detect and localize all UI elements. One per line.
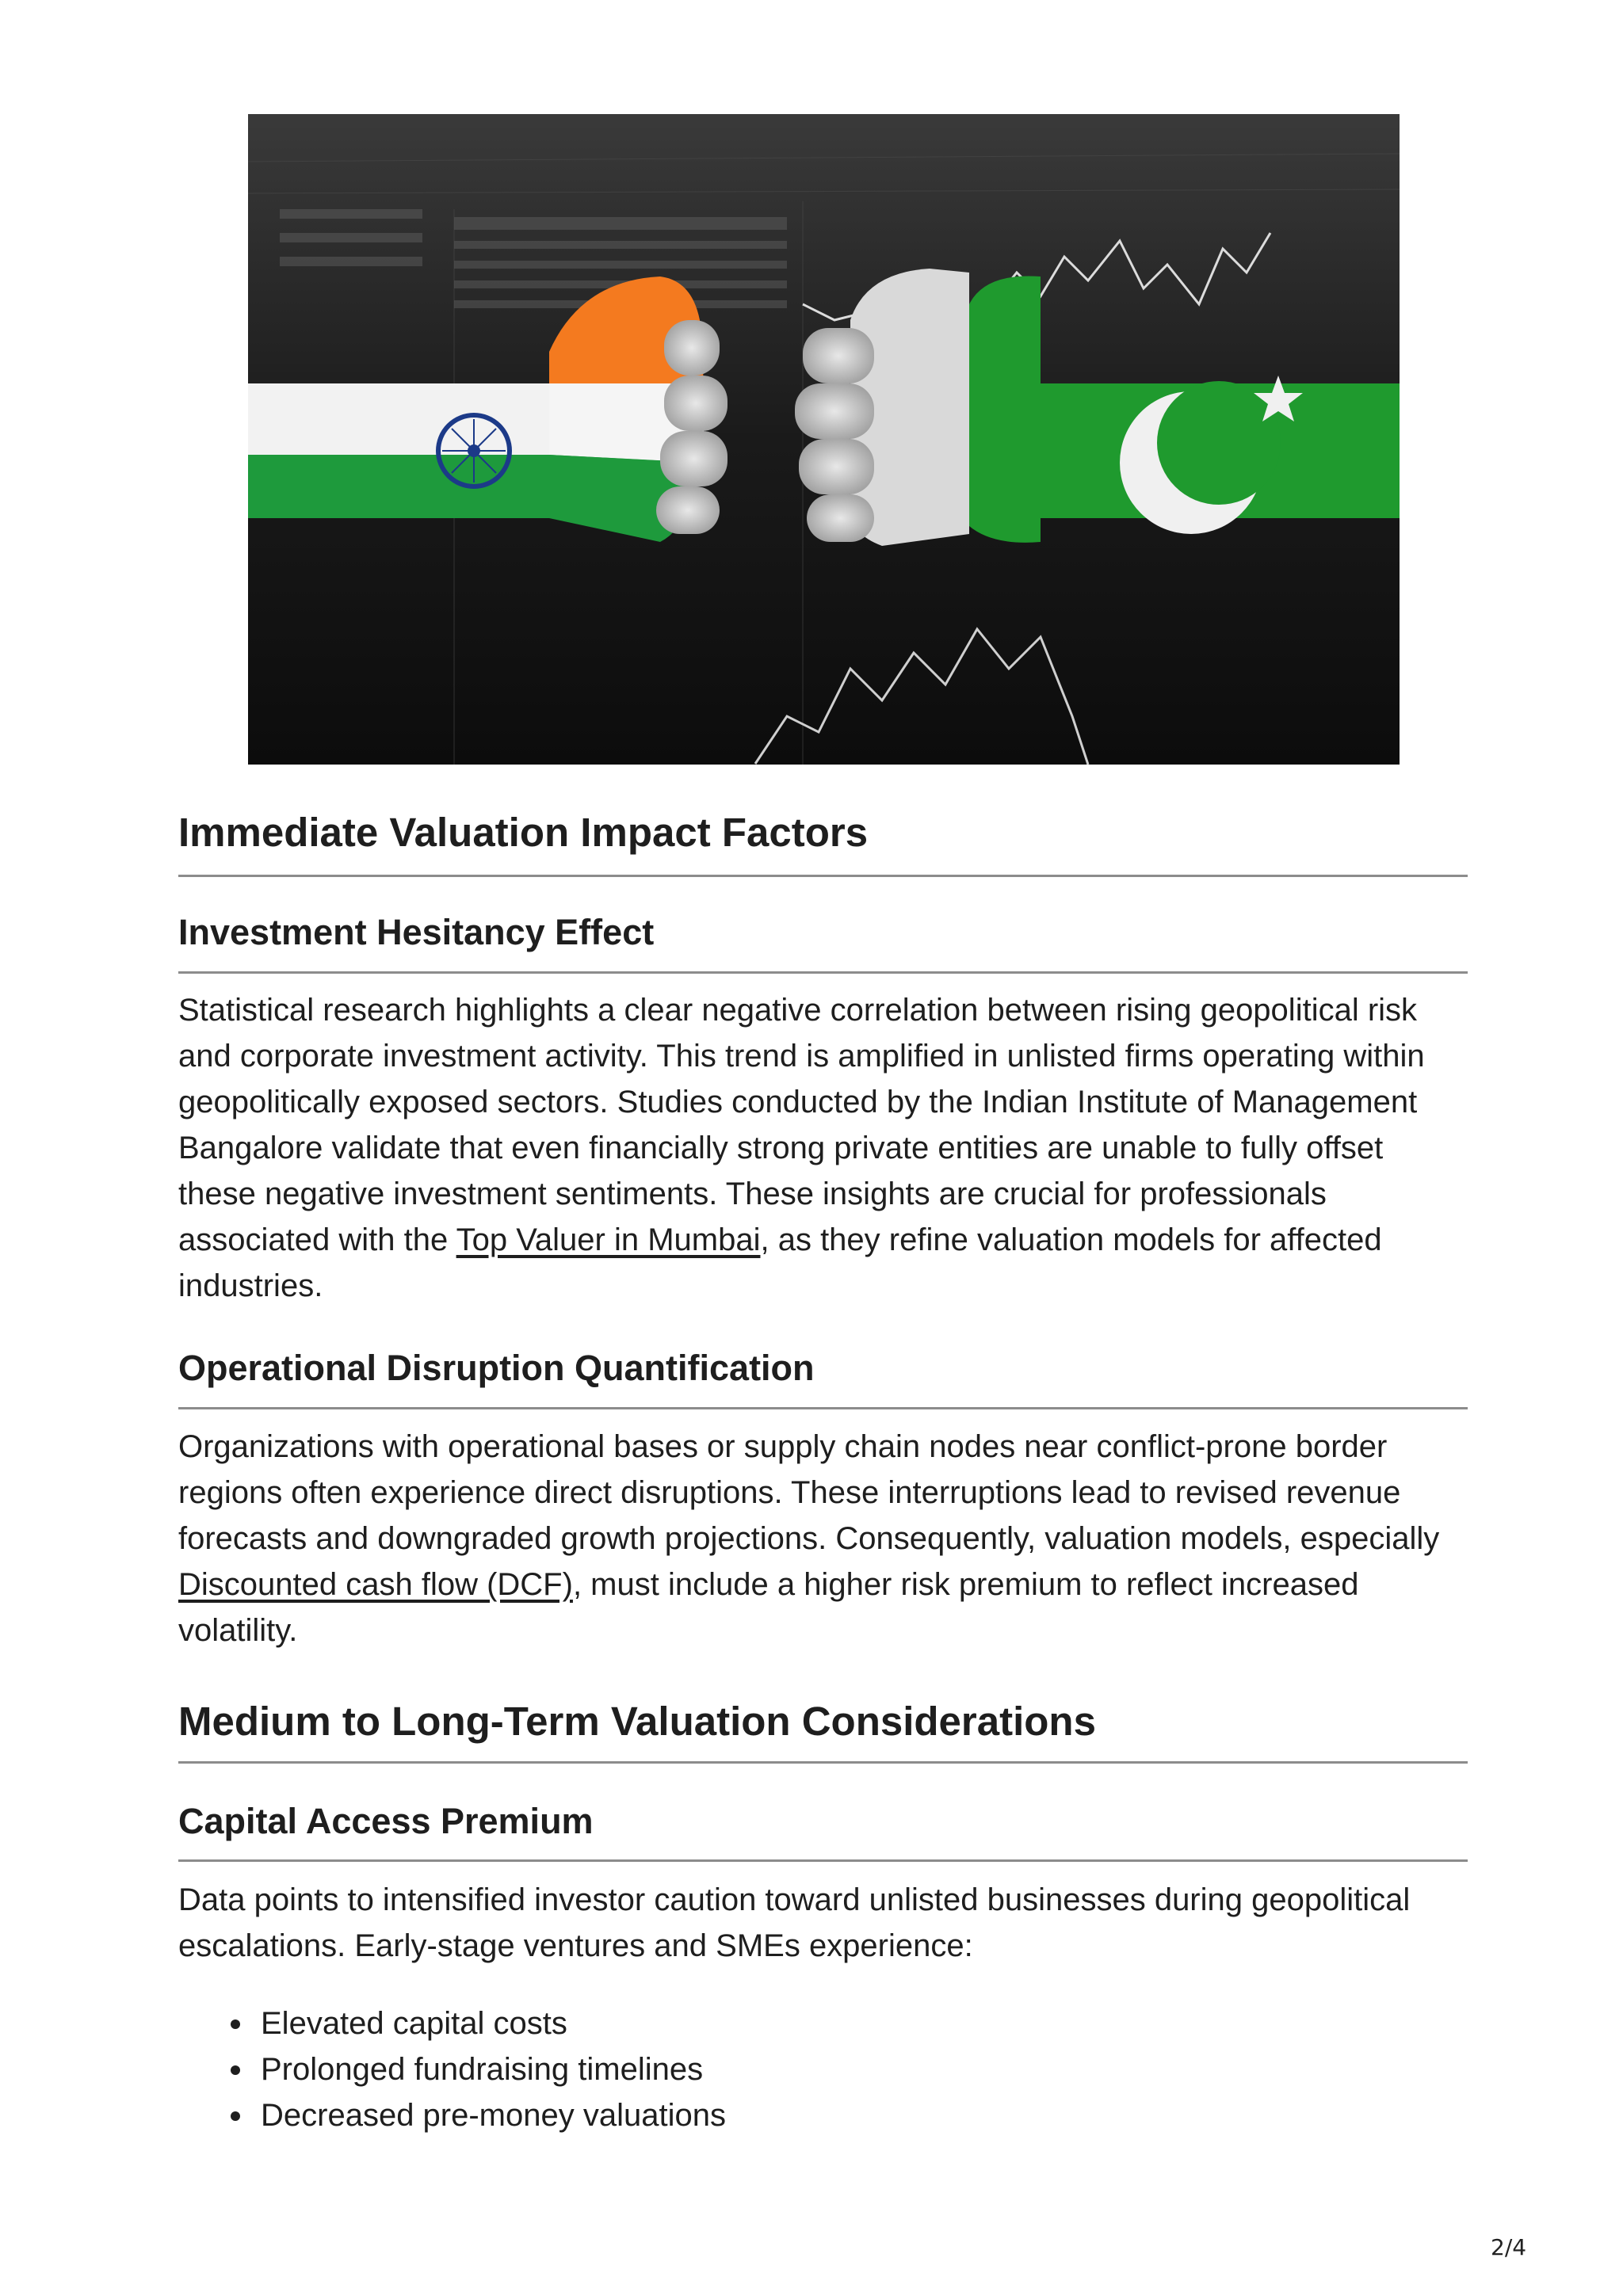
sub1-text-b: , as they refine valuation models for affected industries. — [178, 1222, 1382, 1303]
sub2-rule — [178, 1407, 1468, 1409]
sub2-paragraph — [178, 1424, 1468, 1653]
list-item: Elevated capital costs — [178, 2000, 1468, 2046]
sub2-text-a: Organizations with operational bases or supply chain nodes near conflict-prone border regions often experience direct disruptions. These interruptions lead to revised revenue forecasts and downgraded growth projections. Consequently, valuation models, especially — [178, 1429, 1440, 1556]
sub1-rule — [178, 971, 1468, 974]
india-pakistan-fist-bump-icon — [248, 114, 1400, 765]
sub1-paragraph — [178, 987, 1468, 1309]
sub2-text-b: , must include a higher risk premium to reflect increased volatility. — [178, 1567, 1359, 1648]
capital-access-paragraph: Data points to intensified investor caution toward unlisted businesses during geopolitical escalations. Early-stage ventures and SMEs experience: — [178, 1882, 1411, 1963]
capital-access-list — [178, 2000, 1468, 2138]
section1-sub1 — [178, 911, 1468, 954]
section2 — [178, 1697, 1468, 1745]
section1-rule — [178, 875, 1468, 877]
hero-image — [248, 114, 1400, 765]
section2-rule — [178, 1761, 1468, 1764]
capital-access-rule — [178, 1859, 1468, 1862]
list-item: Decreased pre-money valuations — [178, 2092, 1468, 2138]
capital-access-body — [178, 1877, 1468, 1969]
sub2-heading: Operational Disruption Quantification — [178, 1348, 815, 1388]
sub1-heading: Investment Hesitancy Effect — [178, 912, 655, 952]
sub1-text-a: Statistical research highlights a clear negative correlation between rising geopolitical risk and corporate investment activity. This trend is amplified in unlisted firms operating within geopolitically exposed sectors. Studies conducted by the Indian Institute of Management Bangalore validate that even financially strong private entities are unable to fully offset these negative investment sentiments. These insights are crucial for professionals associated with the — [178, 993, 1425, 1257]
sub1-body — [178, 987, 1468, 1309]
list-item: Prolonged fundraising timelines — [178, 2046, 1468, 2092]
section1-sub2 — [178, 1347, 1468, 1390]
section1 — [178, 808, 1468, 856]
page-number: 2/4 — [1491, 2234, 1527, 2260]
section1-heading: Immediate Valuation Impact Factors — [178, 810, 869, 855]
capital-access-heading: Capital Access Premium — [178, 1801, 594, 1841]
sub2-body — [178, 1424, 1468, 1653]
dcf-link[interactable]: Discounted cash flow (DCF) — [178, 1567, 573, 1602]
section2-heading: Medium to Long-Term Valuation Considerations — [178, 1699, 1096, 1744]
section2-sub1 — [178, 1800, 1468, 1843]
top-valuer-link[interactable]: Top Valuer in Mumbai — [456, 1222, 761, 1257]
